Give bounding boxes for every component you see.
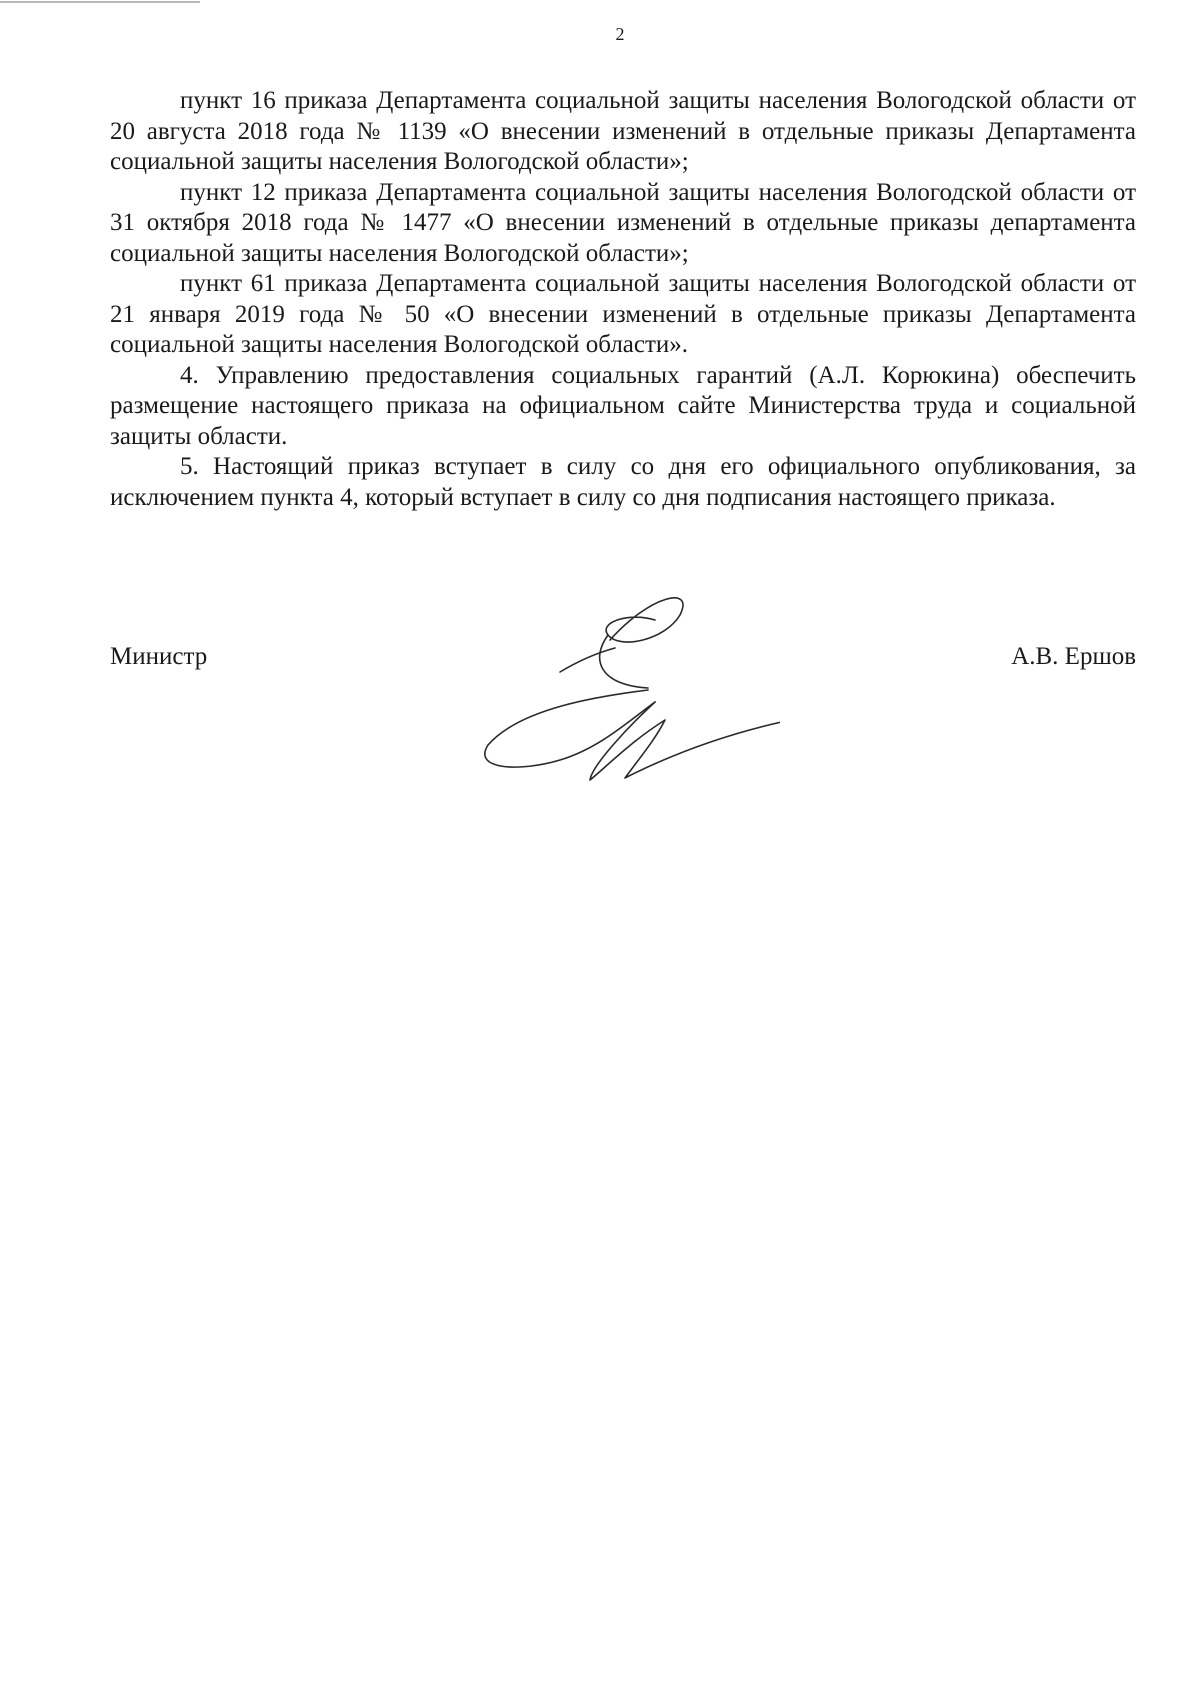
scan-artifact-line [0,1,200,3]
page-number: 2 [615,24,625,44]
paragraph-item-16: пункт 16 приказа Департамента социальной защиты населения Вологодской области от 20 августа 2018 года № 1139 «О внесении изменений в отдельные приказы Департамента социальной защиты населения Вологодской области»; [110,87,1136,175]
paragraph-clause-5: 5. Настоящий приказ вступает в силу со дня его официального опубликования, за исключением пункта 4, который вступает в силу со дня подписания настоящего приказа. [110,453,1136,511]
paragraph-item-12: пункт 12 приказа Департамента социальной защиты населения Вологодской области от 31 октября 2018 года № 1477 «О внесении изменений в отдельные приказы департамента социальной защиты населения Вологодской области»; [110,178,1136,267]
paragraph-item-61: пункт 61 приказа Департамента социальной защиты населения Вологодской области от 21 января 2019 года № 50 «О внесении изменений в отдельные приказы Департамента социальной защиты населения Вологодской области». [110,270,1136,358]
handwritten-signature [480,590,780,810]
document-body [110,86,1136,513]
paragraph-clause-4: 4. Управлению предоставления социальных гарантий (А.Л. Корюкина) обеспечить размещение настоящего приказа на официальном сайте Министерства труда и социальной защиты области. [110,361,1136,450]
signatory-title: Министр [110,643,208,670]
signatory-name: А.В. Ершов [1011,643,1136,670]
